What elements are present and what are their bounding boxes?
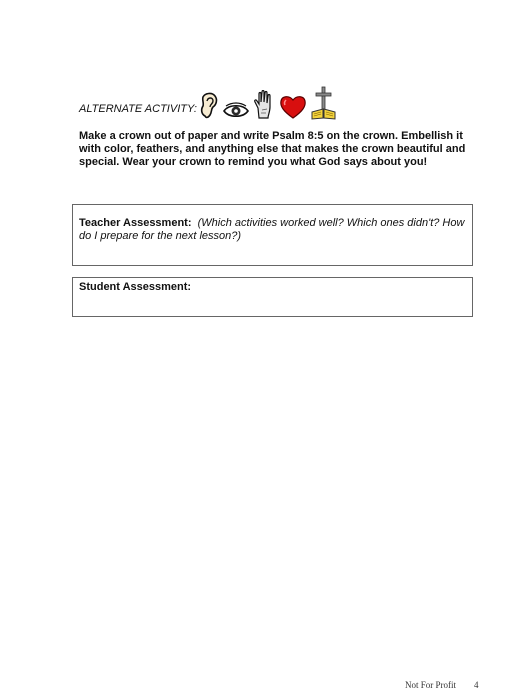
student-assessment-label: Student Assessment: [79,281,192,293]
footer-text: Not For Profit [405,680,457,690]
teacher-assessment-box[interactable] [72,204,473,266]
cross-bible-icon [311,86,337,120]
heart-icon [279,94,307,120]
activity-instructions: Make a crown out of paper and write Psalm 8:5 on the crown. Embellish it with color, feathers, and anything else that makes the crown beautiful and special. Wear your crown to remind you what God says about you! [79,130,466,168]
alternate-activity-title: ALTERNATE ACTIVITY: [79,103,197,115]
student-assessment-box[interactable] [72,277,473,317]
teacher-assessment-note: (Which activities worked well? Which ones didn't? How do I prepare for the next lesson?) [79,217,465,242]
alternate-activity-heading [79,78,341,120]
teacher-assessment-label: Teacher Assessment: [79,217,192,229]
hand-icon [253,90,275,120]
ear-icon [199,92,219,120]
page-number: 4 [474,680,479,690]
senses-icon-row [199,86,341,120]
eye-icon [223,102,249,120]
page-footer [405,680,479,690]
